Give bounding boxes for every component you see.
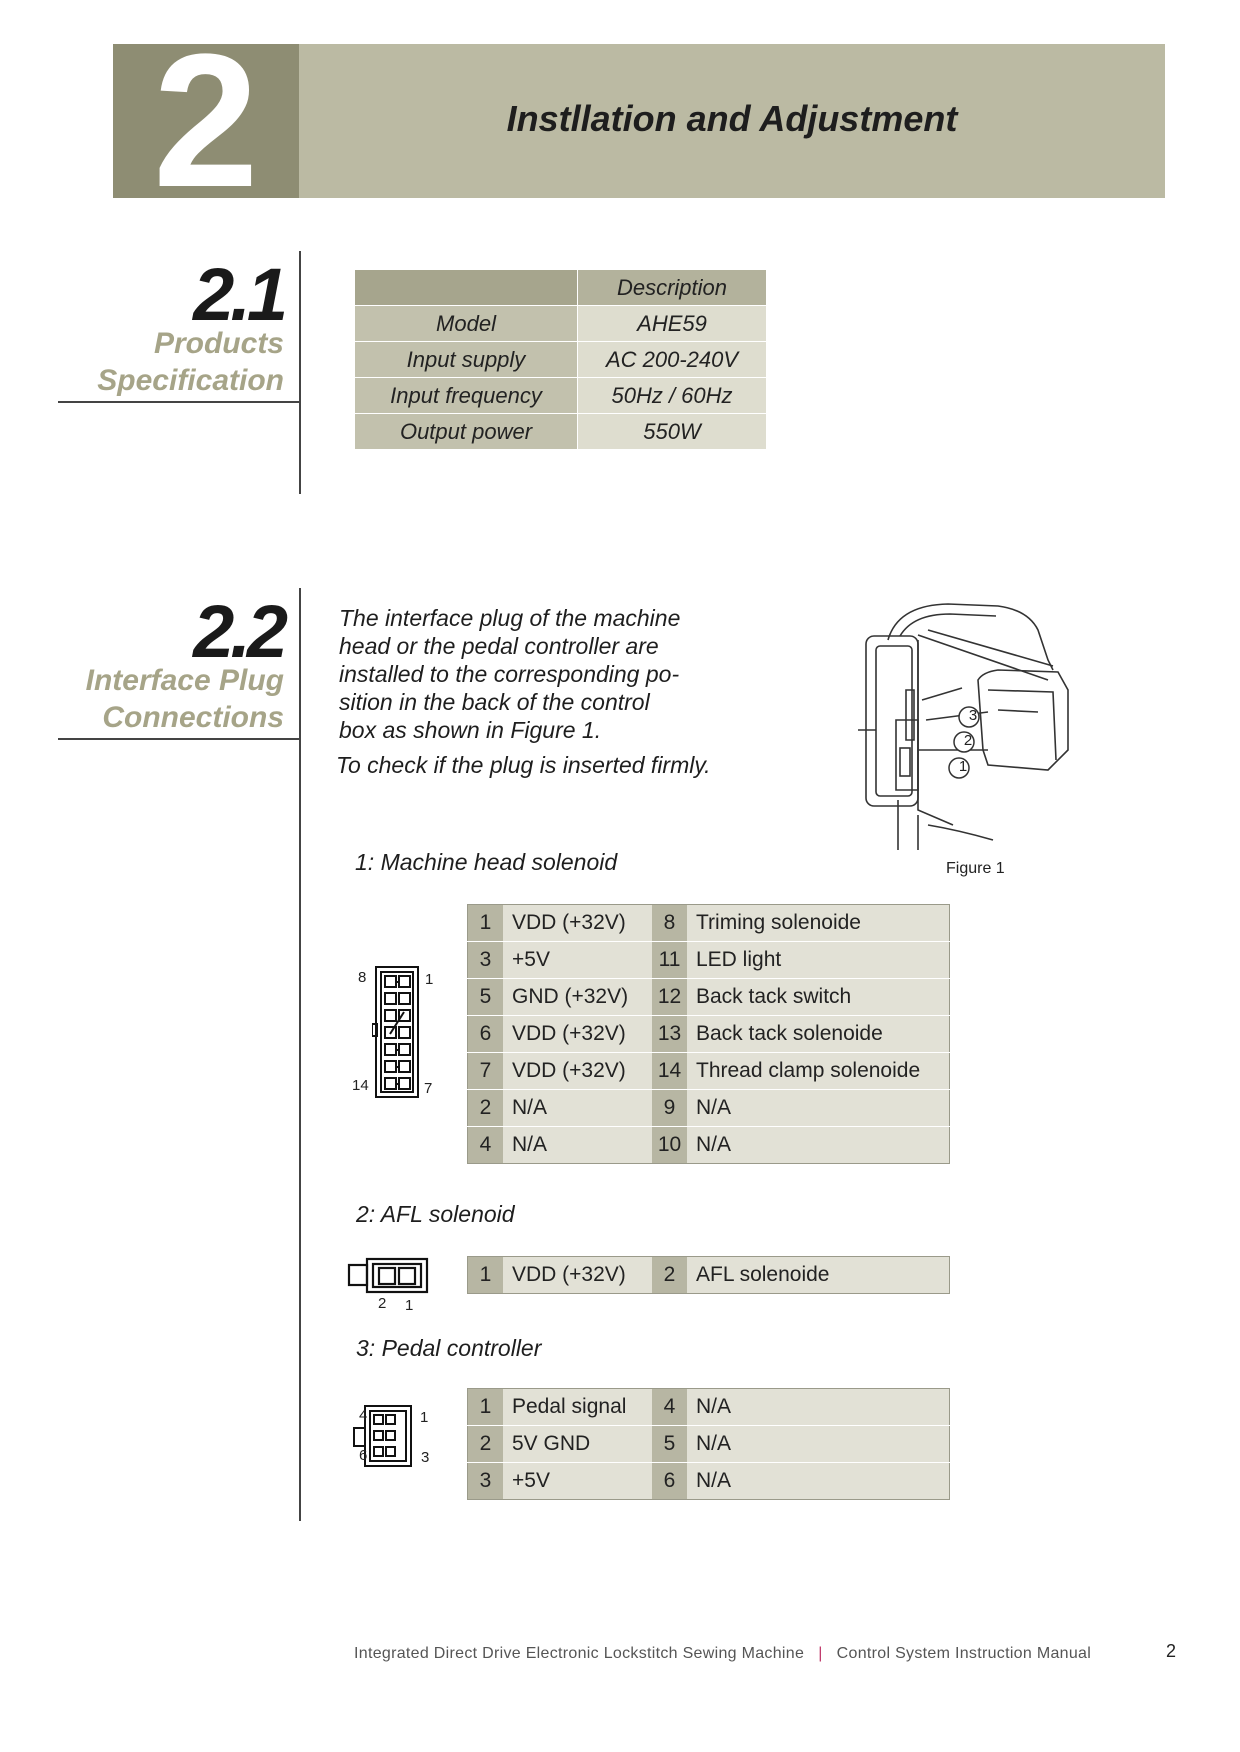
spec-label: Model xyxy=(355,306,578,342)
pin-function: +5V xyxy=(503,942,652,979)
pin-label: 4 xyxy=(359,1407,368,1424)
table-header-description: Description xyxy=(578,270,767,306)
pin-function: LED light xyxy=(687,942,950,979)
pin-label: 8 xyxy=(358,969,367,986)
intro-paragraph xyxy=(339,604,739,744)
spec-value: AC 200-240V xyxy=(578,342,767,378)
chapter-title: Instllation and Adjustment xyxy=(506,98,958,139)
section-number-2-1: 2.1 xyxy=(193,253,284,336)
pin-number: 7 xyxy=(468,1053,504,1090)
section-number-2-2: 2.2 xyxy=(193,590,284,673)
connector3-table-wrapper xyxy=(467,1388,950,1500)
pin-label: 6 xyxy=(359,1447,368,1464)
connector-title: 3: Pedal controller xyxy=(356,1335,542,1361)
pin-function: AFL solenoide xyxy=(687,1257,950,1294)
pin-number: 8 xyxy=(652,905,687,942)
spec-value: AHE59 xyxy=(578,306,767,342)
pin-function: Triming solenoide xyxy=(687,905,950,942)
pin-number: 1 xyxy=(468,1257,504,1294)
spec-value: 550W xyxy=(578,414,767,450)
pin-function: 5V GND xyxy=(503,1426,652,1463)
pin-function: VDD (+32V) xyxy=(503,1257,652,1294)
pin-label: 1 xyxy=(420,1409,429,1426)
pin-label: 3 xyxy=(421,1449,430,1466)
connector-14pin-diagram xyxy=(372,964,422,1100)
spec-table-wrapper xyxy=(354,269,767,450)
section-title-line: Products xyxy=(153,327,284,360)
pin-number: 2 xyxy=(468,1426,504,1463)
table-row xyxy=(468,979,950,1016)
pin-label: 1 xyxy=(405,1297,414,1314)
pin-function: N/A xyxy=(503,1127,652,1164)
pin-number: 5 xyxy=(468,979,504,1016)
pin-number: 3 xyxy=(468,1463,504,1500)
pin-number: 3 xyxy=(468,942,504,979)
connector3-pin-table xyxy=(467,1388,950,1500)
connector-title: 1: Machine head solenoid xyxy=(355,849,618,875)
pin-function: VDD (+32V) xyxy=(503,905,652,942)
pin-number: 5 xyxy=(652,1426,687,1463)
table-row xyxy=(468,1426,950,1463)
table-row xyxy=(355,414,767,450)
callout-label: 2 xyxy=(963,732,973,749)
pin-number: 12 xyxy=(652,979,687,1016)
pin-label: 14 xyxy=(352,1077,369,1094)
pin-number: 2 xyxy=(468,1090,504,1127)
paragraph-line: installed to the corresponding po- xyxy=(339,661,680,687)
pin-function: N/A xyxy=(687,1090,950,1127)
pin-number: 1 xyxy=(468,905,504,942)
table-row xyxy=(468,942,950,979)
pin-label: 1 xyxy=(425,971,434,988)
connector-2pin-diagram xyxy=(347,1257,431,1297)
pin-function: VDD (+32V) xyxy=(503,1016,652,1053)
section-underline xyxy=(58,401,300,403)
pin-number: 9 xyxy=(652,1090,687,1127)
connector2-pin-table xyxy=(467,1256,950,1294)
table-row xyxy=(355,378,767,414)
pin-function: VDD (+32V) xyxy=(503,1053,652,1090)
section-title-2-1 xyxy=(40,325,284,399)
table-header-empty xyxy=(355,270,578,306)
check-note: To check if the plug is inserted firmly. xyxy=(336,752,711,778)
section-divider-line xyxy=(299,588,301,1521)
figure-caption: Figure 1 xyxy=(946,860,1005,877)
pin-function: Thread clamp solenoide xyxy=(687,1053,950,1090)
callout-label: 1 xyxy=(958,758,968,775)
pin-number: 6 xyxy=(652,1463,687,1500)
paragraph-line: head or the pedal controller are xyxy=(339,633,659,659)
table-row xyxy=(355,342,767,378)
section-title-line: Interface Plug xyxy=(85,664,284,697)
callout-label: 3 xyxy=(968,707,978,724)
section-title-line: Connections xyxy=(102,701,284,734)
table-row xyxy=(468,1053,950,1090)
table-row xyxy=(355,306,767,342)
page-number: 2 xyxy=(1166,1641,1177,1661)
table-row xyxy=(468,1016,950,1053)
pin-number: 4 xyxy=(652,1389,687,1426)
section-underline xyxy=(58,738,300,740)
pin-number: 13 xyxy=(652,1016,687,1053)
connector2-table-wrapper xyxy=(467,1256,950,1294)
spec-table xyxy=(354,269,767,450)
table-row xyxy=(355,270,767,306)
connector-title: 2: AFL solenoid xyxy=(356,1201,515,1227)
paragraph-line: sition in the back of the control xyxy=(339,689,650,715)
chapter-number-block xyxy=(113,44,299,198)
section-title-line: Specification xyxy=(97,364,284,397)
table-row xyxy=(468,1090,950,1127)
pin-function: N/A xyxy=(687,1426,950,1463)
pin-number: 10 xyxy=(652,1127,687,1164)
pin-label: 2 xyxy=(378,1295,387,1312)
footer-separator: | xyxy=(818,1645,823,1662)
pin-function: Back tack switch xyxy=(687,979,950,1016)
section-divider-line xyxy=(299,251,301,494)
chapter-number: 2 xyxy=(153,44,255,198)
pin-function: N/A xyxy=(687,1463,950,1500)
connector1-table-wrapper xyxy=(467,904,950,1164)
spec-label: Input supply xyxy=(355,342,578,378)
pin-function: N/A xyxy=(687,1389,950,1426)
paragraph-line: box as shown in Figure 1. xyxy=(339,717,602,743)
table-row xyxy=(468,1389,950,1426)
pin-label: 7 xyxy=(424,1080,433,1097)
pin-function: N/A xyxy=(503,1090,652,1127)
table-row xyxy=(468,905,950,942)
connector1-pin-table xyxy=(467,904,950,1164)
spec-label: Input frequency xyxy=(355,378,578,414)
pin-number: 6 xyxy=(468,1016,504,1053)
pin-number: 1 xyxy=(468,1389,504,1426)
footer-left-text: Integrated Direct Drive Electronic Lockstitch Sewing Machine xyxy=(354,1645,805,1662)
pin-number: 2 xyxy=(652,1257,687,1294)
control-box-figure xyxy=(858,600,1080,850)
page-footer xyxy=(354,1645,1091,1663)
pin-function: N/A xyxy=(687,1127,950,1164)
spec-value: 50Hz / 60Hz xyxy=(578,378,767,414)
table-row xyxy=(468,1127,950,1164)
pin-function: +5V xyxy=(503,1463,652,1500)
pin-function: GND (+32V) xyxy=(503,979,652,1016)
pin-function: Pedal signal xyxy=(503,1389,652,1426)
table-row xyxy=(468,1463,950,1500)
pin-number: 4 xyxy=(468,1127,504,1164)
spec-label: Output power xyxy=(355,414,578,450)
pin-number: 11 xyxy=(652,942,687,979)
chapter-title-bar xyxy=(299,44,1165,198)
table-row xyxy=(468,1257,950,1294)
pin-function: Back tack solenoide xyxy=(687,1016,950,1053)
pin-number: 14 xyxy=(652,1053,687,1090)
section-title-2-2 xyxy=(40,662,284,736)
footer-right-text: Control System Instruction Manual xyxy=(836,1645,1092,1662)
paragraph-line: The interface plug of the machine xyxy=(339,605,681,631)
